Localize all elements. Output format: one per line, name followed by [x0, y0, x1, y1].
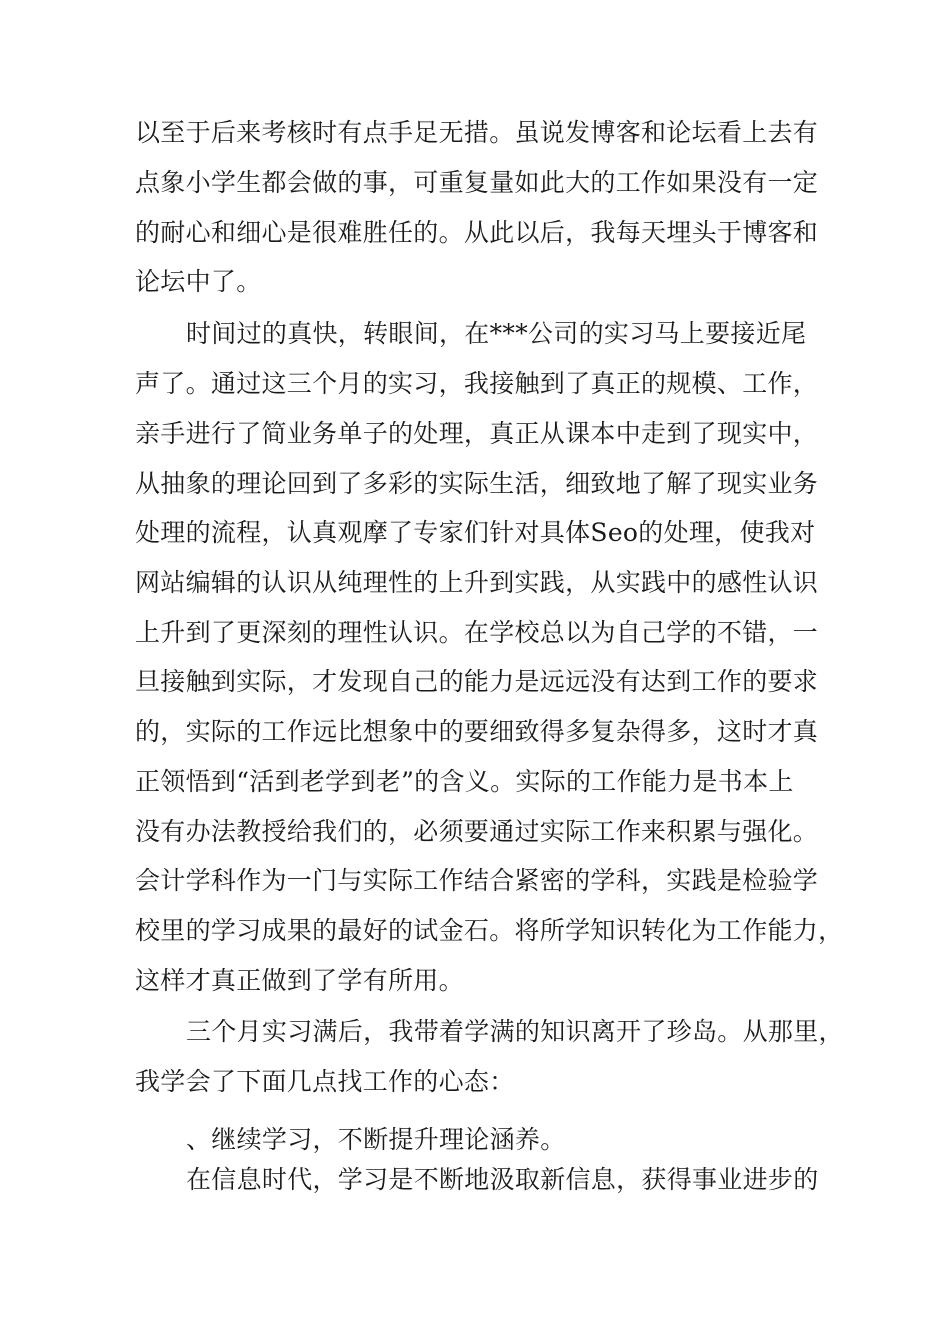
- paragraph-line-6: 声了。通过这三个月的实习，我接触到了真正的规模、工作，: [135, 369, 819, 398]
- paragraph-line-20: 我学会了下面几点找工作的心态：: [135, 1067, 515, 1096]
- paragraph-line-2: 点象小学生都会做的事，可重复量如此大的工作如果没有一定: [135, 168, 819, 197]
- paragraph-line-11: 上升到了更深刻的理性认识。在学校总以为自己学的不错，一: [135, 618, 819, 647]
- paragraph-line-10: 网站编辑的认识从纯理性的上升到实践，从实践中的感性认识: [135, 568, 819, 597]
- paragraph-line-9: 处理的流程，认真观摩了专家们针对具体Seo的处理，使我对: [135, 518, 816, 547]
- paragraph-line-22: 在信息时代，学习是不断地汲取新信息，获得事业进步的: [186, 1165, 819, 1194]
- paragraph-line-5: 时间过的真快，转眼间，在***公司的实习马上要接近尾: [186, 319, 807, 348]
- paragraph-line-16: 会计学科作为一门与实际工作结合紧密的学科，实践是检验学: [135, 866, 819, 895]
- paragraph-line-18: 这样才真正做到了学有所用。: [135, 966, 464, 995]
- paragraph-line-7: 亲手进行了简业务单子的处理，真正从课本中走到了现实中，: [135, 419, 819, 448]
- paragraph-line-1: 以至于后来考核时有点手足无措。虽说发博客和论坛看上去有: [135, 118, 819, 147]
- paragraph-line-4: 论坛中了。: [135, 267, 262, 296]
- paragraph-line-3: 的耐心和细心是很难胜任的。从此以后，我每天埋头于博客和: [135, 218, 819, 247]
- list-item-line: 、继续学习，不断提升理论涵养。: [186, 1125, 566, 1154]
- paragraph-line-19: 三个月实习满后，我带着学满的知识离开了珍岛。从那里，: [186, 1017, 844, 1046]
- paragraph-line-13: 的，实际的工作远比想象中的要细致得多复杂得多，这时才真: [135, 717, 819, 746]
- paragraph-line-14: 正领悟到“活到老学到老”的含义。实际的工作能力是书本上: [135, 767, 794, 796]
- paragraph-line-17: 校里的学习成果的最好的试金石。将所学知识转化为工作能力，: [135, 916, 844, 945]
- paragraph-line-15: 没有办法教授给我们的，必须要通过实际工作来积累与强化。: [135, 817, 819, 846]
- paragraph-line-12: 旦接触到实际，才发现自己的能力是远远没有达到工作的要求: [135, 667, 819, 696]
- paragraph-line-8: 从抽象的理论回到了多彩的实际生活，细致地了解了现实业务: [135, 469, 819, 498]
